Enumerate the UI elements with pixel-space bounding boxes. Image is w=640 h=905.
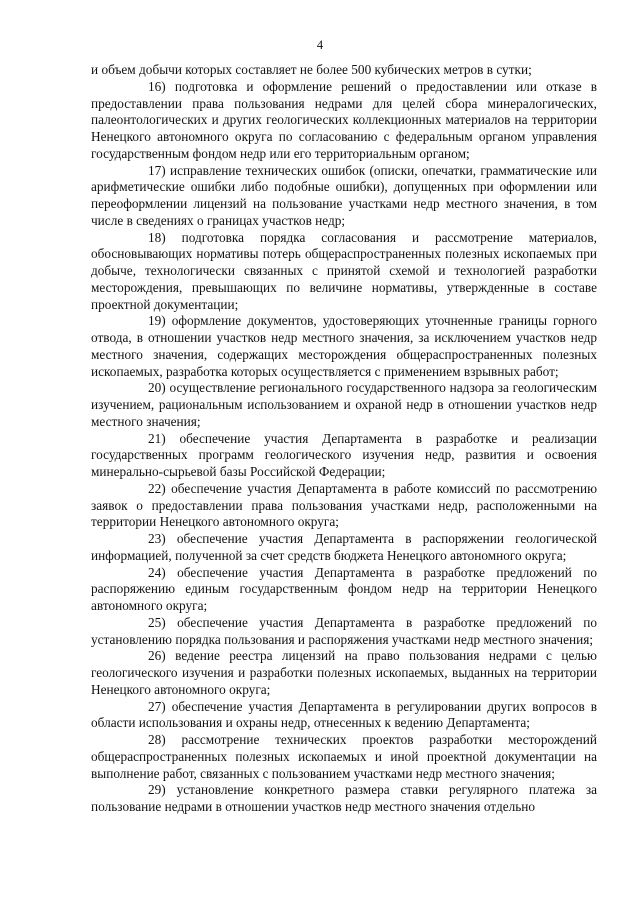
paragraph-21: 21) обеспечение участия Департамента в разработке и реализации государственных программ геологического изучения недр, развития и освоения минерально-сырьевой базы Российской Федерации; bbox=[91, 430, 597, 479]
paragraph-20: 20) осуществление регионального государственного надзора за геологическим изучением, рациональным использованием и охраной недр в отношении участков недр местного значения; bbox=[91, 380, 597, 429]
paragraph-25: 25) обеспечение участия Департамента в разработке предложений по установлению порядка пользования и распоряжения участками недр местного значения; bbox=[91, 614, 597, 647]
page-number: 4 bbox=[316, 38, 324, 52]
paragraph-23: 23) обеспечение участия Департамента в распоряжении геологической информацией, полученной за счет средств бюджета Ненецкого автономного округа; bbox=[91, 531, 597, 563]
document-body bbox=[91, 62, 597, 816]
paragraph-19: 19) оформление документов, удостоверяющих уточненные границы горного отвода, в отношении участков недр местного значения, за исключением участков недр местного значения, содержащих месторождения общераспространенных полезных ископаемых, разработка которых осуществляется с применением взрывных работ; bbox=[91, 313, 597, 379]
paragraph-29: 29) установление конкретного размера ставки регулярного платежа за пользование недрами в отношении участков недр местного значения отдельно bbox=[91, 782, 597, 814]
paragraph-28: 28) рассмотрение технических проектов разработки месторождений общераспространенных полезных ископаемых и иной проектной документации на выполнение работ, связанных с пользованием участками недр местного значения; bbox=[91, 732, 597, 781]
paragraph-24: 24) обеспечение участия Департамента в разработке предложений по распоряжению единым государственным фондом недр на территории Ненецкого автономного округа; bbox=[91, 564, 597, 613]
paragraph-26: 26) ведение реестра лицензий на право пользования недрами с целью геологического изучения и разработки полезных ископаемых, выданных на территории Ненецкого автономного округа; bbox=[91, 648, 597, 697]
paragraph-17: 17) исправление технических ошибок (описки, опечатки, грамматические или арифметические ошибки либо подобные ошибки), допущенных при оформлении или переоформлении лицензий на пользование участками недр местного значения, в том числе в сведениях о границах участков недр; bbox=[91, 162, 597, 228]
paragraph-16: 16) подготовка и оформление решений о предоставлении или отказе в предоставлении права пользования недрами для целей сбора минералогических, палеонтологических и других геологических коллекционных материалов на территории Ненецкого автономного округа по согласованию с федеральным органом управления государственным фондом недр или его территориальным органом; bbox=[91, 78, 597, 161]
paragraph-27: 27) обеспечение участия Департамента в регулировании других вопросов в области использования и охраны недр, отнесенных к ведению Департамента; bbox=[91, 698, 597, 731]
paragraph-15-continuation: и объем добычи которых составляет не более 500 кубических метров в сутки; bbox=[91, 62, 532, 77]
paragraph-18: 18) подготовка порядка согласования и рассмотрение материалов, обосновывающих нормативы потерь общераспространенных полезных ископаемых при добыче, технологически связанных с принятой схемой и технологией разработки месторождения, превышающих по величине нормативы, утвержденные в составе проектной документации; bbox=[91, 229, 597, 312]
paragraph-22: 22) обеспечение участия Департамента в работе комиссий по рассмотрению заявок о предоставлении права пользования участками недр, расположенными на территории Ненецкого автономного округа; bbox=[91, 480, 597, 530]
